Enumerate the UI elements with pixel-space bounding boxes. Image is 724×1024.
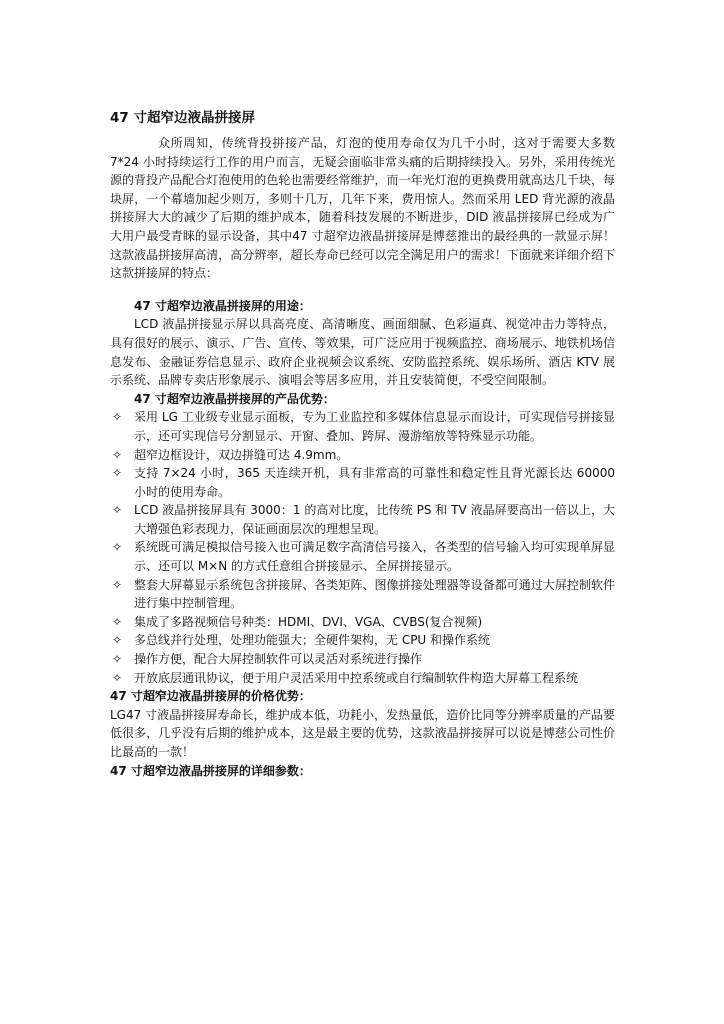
- document-page: [110, 108, 615, 780]
- params-heading: 47 寸超窄边液晶拼接屏的详细参数：: [110, 763, 311, 778]
- diamond-bullet-icon: ✧: [111, 466, 123, 481]
- list-item: ✧ 集成了多路视频信号种类：HDMI、DVI、VGA、CVBS(复合视频): [110, 613, 615, 632]
- diamond-bullet-icon: ✧: [111, 503, 123, 518]
- list-item: ✧ 整套大屏幕显示系统包含拼接屏、各类矩阵、图像拼接处理器等设备都可通过大屏控制软件进行集中控制管理。: [111, 577, 615, 611]
- price-paragraph: LG47 寸液晶拼接屏寿命长，维护成本低，功耗小，发热量低，造价比同等分辨率质量的产品要低很多，几乎没有后期的维护成本，这是最主要的优势，这款液晶拼接屏可以说是博慈公司性价比最高的一款！: [110, 707, 615, 759]
- price-heading: 47 寸超窄边液晶拼接屏的价格优势：: [110, 689, 311, 704]
- advantages-list: [110, 408, 615, 687]
- list-item: ✧ 支持 7×24 小时，365 天连续开机，具有非常高的可靠性和稳定性且背光源长达 60000 小时的使用寿命。: [111, 466, 615, 499]
- list-item: ✧ 多总线并行处理，处理功能强大；全硬件架构，无 CPU 和操作系统: [110, 631, 615, 650]
- list-item: ✧ 采用 LG 工业级专业显示面板，专为工业监控和多媒体信息显示而设计，可实现信号拼接显示，还可实现信号分割显示、开窗、叠加、跨屏、漫游缩放等特殊显示功能。: [111, 410, 615, 443]
- diamond-bullet-icon: ✧: [111, 614, 123, 629]
- advantages-heading: 47 寸超窄边液晶拼接屏的产品优势：: [134, 391, 335, 406]
- diamond-bullet-icon: ✧: [111, 652, 123, 667]
- diamond-bullet-icon: ✧: [111, 410, 123, 425]
- list-item: ✧ 超窄边框设计，双边拼缝可达 4.9mm。: [110, 446, 615, 465]
- list-item: ✧ LCD 液晶拼接屏具有 3000：1 的高对比度，比传统 PS 和 TV 液晶屏要高出一倍以上，大大增强色彩表现力，保证画面层次的理想呈现。: [111, 503, 615, 536]
- diamond-bullet-icon: ✧: [111, 670, 123, 685]
- usage-heading: 47 寸超窄边液晶拼接屏的用途：: [134, 298, 311, 313]
- diamond-bullet-icon: ✧: [111, 577, 123, 592]
- list-item: ✧ 操作方便，配合大屏控制软件可以灵活对系统进行操作: [110, 650, 615, 669]
- list-item: ✧ 系统既可满足模拟信号接入也可满足数字高清信号接入，各类型的信号输入均可实现单屏显示、还可以 M×N 的方式任意组合拼接显示、全屏拼接显示。: [111, 540, 615, 574]
- diamond-bullet-icon: ✧: [111, 633, 123, 648]
- diamond-bullet-icon: ✧: [111, 447, 123, 462]
- usage-paragraph: LCD 液晶拼接显示屏以具高亮度、高清晰度、画面细腻、色彩逼真、视觉冲击力等特点，具有很好的展示、演示、广告、宣传、等效果，可广泛应用于视频监控、商场展示、地铁机场信息发布、金融证券信息显示、政府企业视频会议系统、安防监控系统、娱乐场所、酒店 KTV 展示系统、品牌专卖店形象展示、演唱会等居多应用，并且安装简便，不受空间限制。: [110, 317, 615, 388]
- list-item: ✧ 开放底层通讯协议，便于用户灵活采用中控系统或自行编制软件构造大屏幕工程系统: [110, 669, 615, 688]
- document-title: 47 寸超窄边液晶拼接屏: [110, 110, 255, 126]
- intro-paragraph: 众所周知，传统背投拼接产品，灯泡的使用寿命仅为几千小时，这对于需要大多数 7*24 小时持续运行工作的用户而言，无疑会面临非常头痛的后期持续投入。另外，采用传统光源的背投产品配合灯泡使用的色轮也需要经常维护，而一年光灯泡的更换费用就高达几千块，每块屏，一个幕墙加起少则万，多则十几万，几年下来，费用惊人。然而采用 LED 背光源的液晶拼接屏大大的减少了后期的维护成本，随着科技发展的不断进步，DID 液晶拼接屏已经成为广大用户最受青睐的显示设备，其中47 寸超窄边液晶拼接屏是博慈推出的最经典的一款显示屏！这款液晶拼接屏高清，高分辨率，超长寿命已经可以完全满足用户的需求！下面就来详细介绍下这款拼接屏的特点：: [110, 136, 615, 281]
- diamond-bullet-icon: ✧: [111, 540, 123, 555]
- spacer: [110, 283, 615, 297]
